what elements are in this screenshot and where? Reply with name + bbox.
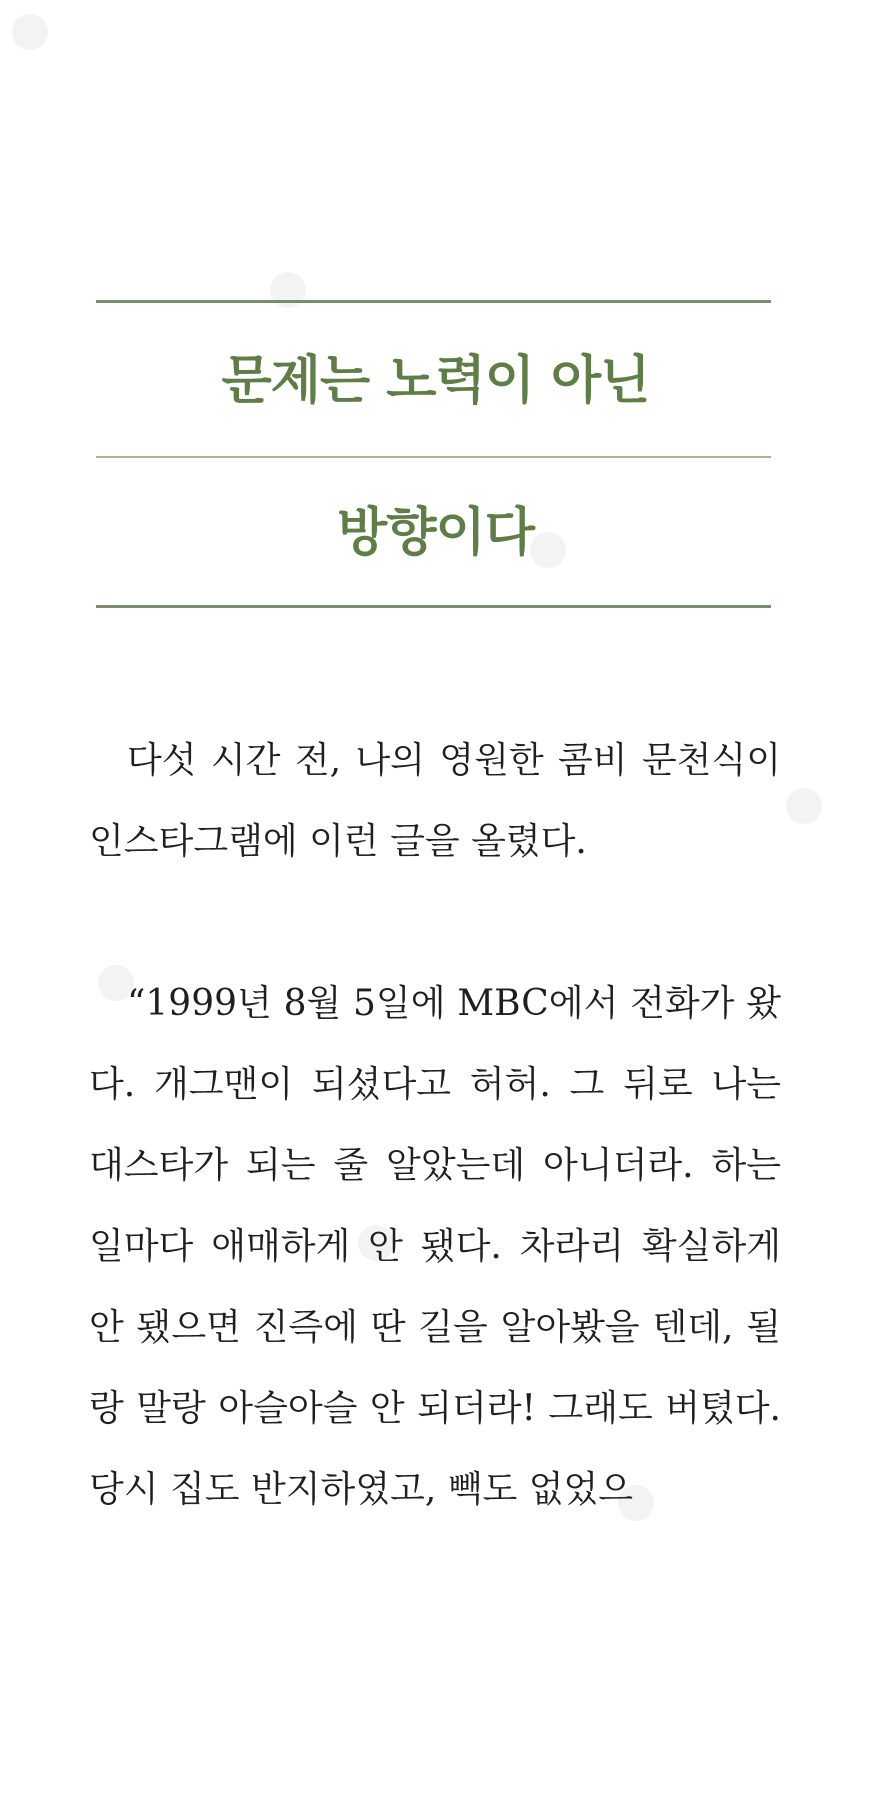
title-middle-rule [96,456,771,458]
chapter-title-line-2: 방향이다 [337,503,534,563]
watermark-logo-icon [12,14,48,50]
watermark-logo-icon [786,788,822,824]
body-text [89,720,781,1530]
title-bottom-rule [96,605,771,608]
title-top-rule [96,300,771,303]
chapter-title-line-1: 문제는 노력이 아닌 [221,351,650,411]
paragraph: 다섯 시간 전, 나의 영원한 콤비 문천식이 인스타그램에 이런 글을 올렸다. [89,740,781,862]
paragraph: “1999년 8월 5일에 MBC에서 전화가 왔다. 개그맨이 되셨다고 허허. 그 뒤로 나는 대스타가 되는 줄 알았는데 아니더라. 하는 일마다 애매하게 안 됐다. 차라리 확실하게 안 됐으면 진즉에 딴 길을 알아봤을 텐데, 될랑 말랑 아슬아슬 안 되더라! 그래도 버텼다. 당시 집도 반지하였고, 빽도 없었으 [89,983,781,1510]
